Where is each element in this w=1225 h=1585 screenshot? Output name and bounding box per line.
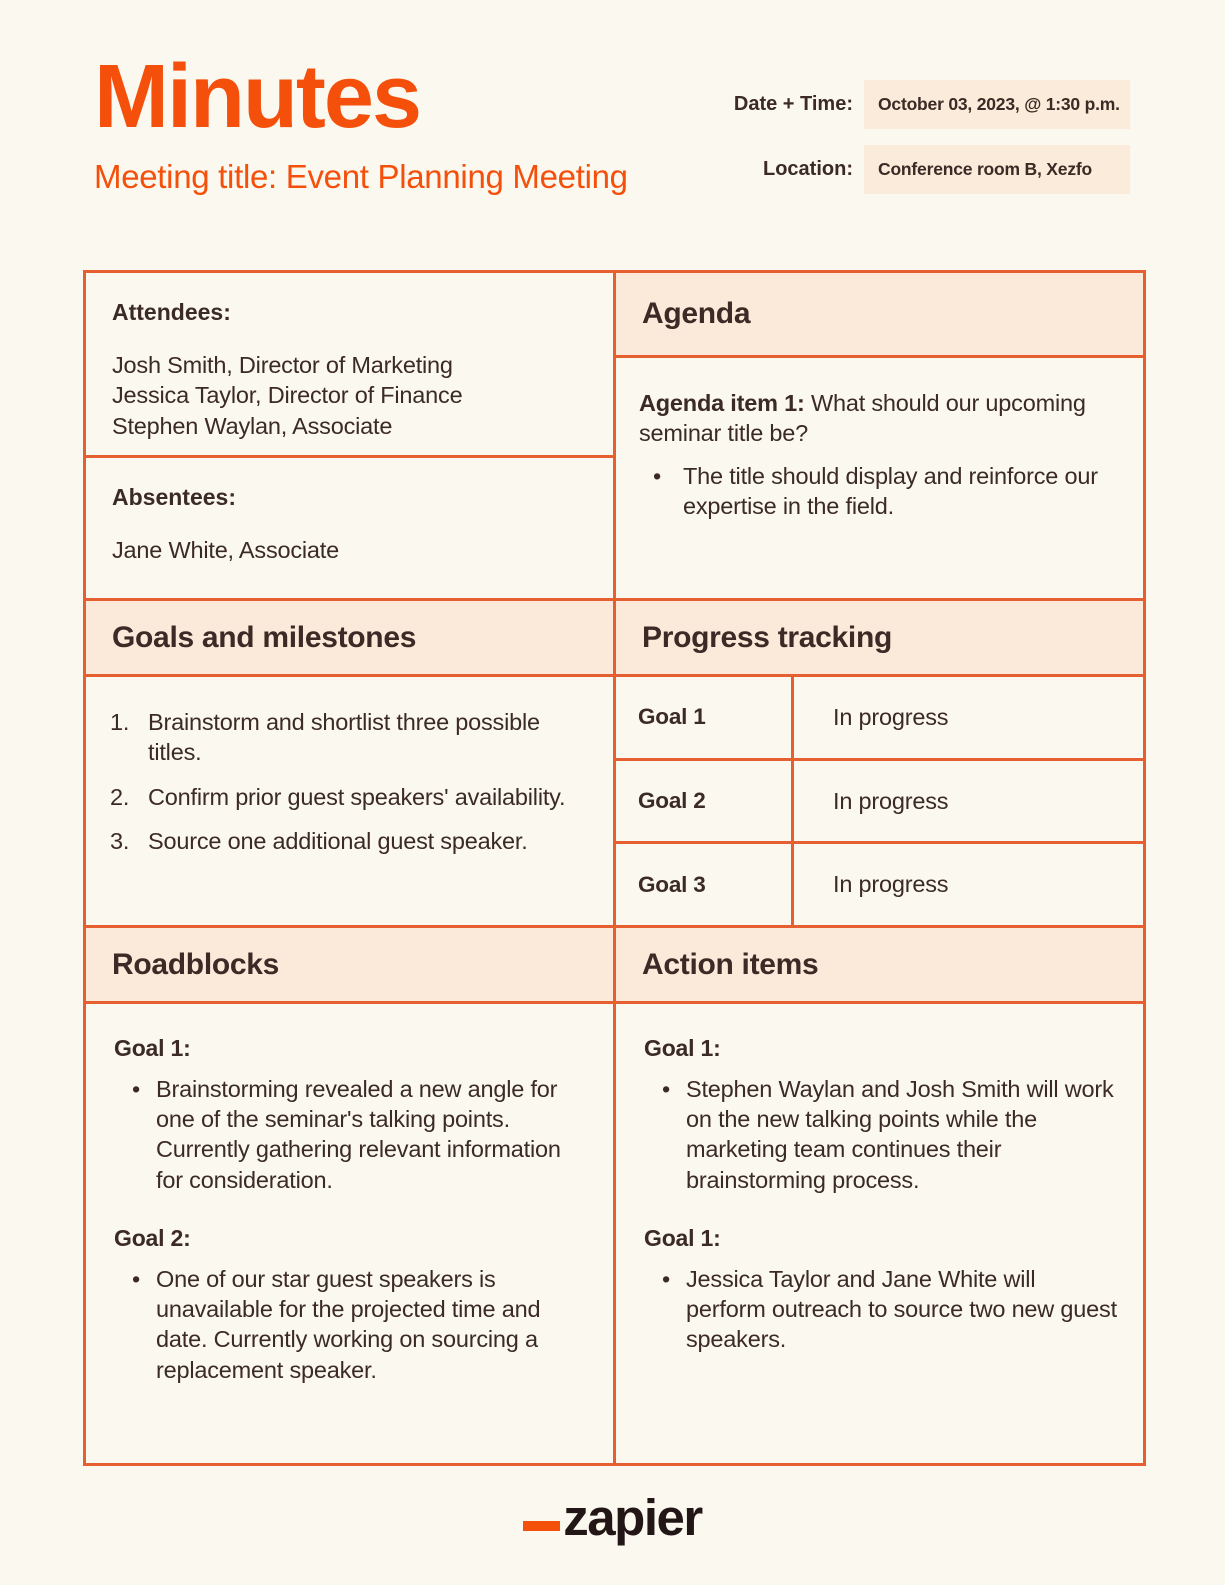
agenda-header bbox=[613, 270, 1146, 358]
roadblock-bullet bbox=[114, 1074, 587, 1195]
goal-item bbox=[110, 707, 593, 768]
attendees-cell bbox=[83, 270, 616, 458]
bullet-marker: • bbox=[662, 1265, 671, 1292]
absentees-label: Absentees: bbox=[112, 484, 236, 510]
goal-item-text: Confirm prior guest speakers' availability. bbox=[148, 783, 566, 810]
action-goal-label: Goal 1: bbox=[644, 1035, 721, 1061]
action-items-cell bbox=[613, 1001, 1146, 1466]
goal-item-text: Source one additional guest speaker. bbox=[148, 827, 528, 854]
minutes-table bbox=[83, 270, 1146, 1466]
action-bullet bbox=[644, 1074, 1117, 1195]
progress-status-cell: In progress bbox=[833, 871, 949, 898]
roadblock-goal-label: Goal 2: bbox=[114, 1224, 191, 1251]
attendee-name: Jessica Taylor, Director of Finance bbox=[112, 382, 463, 409]
roadblocks-header bbox=[83, 925, 616, 1004]
meeting-title: Meeting title: Event Planning Meeting bbox=[94, 158, 628, 195]
bullet-marker: • bbox=[132, 1075, 141, 1102]
progress-row bbox=[616, 841, 1143, 925]
absentee-name: Jane White, Associate bbox=[112, 537, 340, 563]
location-row bbox=[734, 145, 1130, 194]
roadblock-goal-label: Goal 1: bbox=[114, 1035, 191, 1061]
goal-item-number: 2. bbox=[110, 783, 130, 810]
location-label: Location: bbox=[763, 158, 853, 180]
agenda-cell bbox=[613, 355, 1146, 601]
roadblock-bullet-text: One of our star guest speakers is unavailable for the projected time and date. Currently working on sourcing a replacement speaker. bbox=[156, 1265, 541, 1383]
progress-header bbox=[613, 598, 1146, 677]
goals-list-cell bbox=[83, 674, 616, 928]
roadblocks-cell bbox=[83, 1001, 616, 1466]
roadblock-entry bbox=[114, 1224, 587, 1385]
date-time-field[interactable]: October 03, 2023, @ 1:30 p.m. bbox=[864, 80, 1130, 129]
action-item-entry bbox=[644, 1224, 1117, 1355]
footer bbox=[0, 1489, 1225, 1546]
progress-status-cell: In progress bbox=[833, 787, 949, 814]
action-items-header-label: Action items bbox=[642, 947, 819, 981]
goal-item-number: 1. bbox=[110, 709, 130, 735]
goal-item bbox=[110, 782, 593, 812]
zapier-logo bbox=[523, 1489, 702, 1546]
left-column bbox=[83, 270, 616, 1466]
absentees-cell bbox=[83, 455, 616, 601]
progress-row bbox=[616, 758, 1143, 842]
goal-item-number: 3. bbox=[110, 827, 130, 854]
roadblock-bullet-text: Brainstorming revealed a new angle for one of the seminar's talking points. Currently gathering relevant information for consideration. bbox=[156, 1075, 561, 1193]
agenda-bullet-text: The title should display and reinforce our expertise in the field. bbox=[683, 462, 1098, 519]
roadblock-bullet bbox=[114, 1264, 587, 1385]
action-bullet-text: Jessica Taylor and Jane White will perform outreach to source two new guest speakers. bbox=[686, 1265, 1117, 1353]
date-time-label: Date + Time: bbox=[733, 93, 853, 115]
location-field[interactable]: Conference room B, Xezfo bbox=[864, 145, 1130, 194]
attendee-name: Josh Smith, Director of Marketing bbox=[112, 352, 453, 378]
agenda-bullet bbox=[639, 461, 1115, 522]
right-column bbox=[613, 270, 1146, 1466]
goal-item-text: Brainstorm and shortlist three possible titles. bbox=[148, 709, 540, 766]
action-bullet bbox=[644, 1264, 1117, 1355]
attendees-label: Attendees: bbox=[112, 299, 231, 325]
roadblocks-header-label: Roadblocks bbox=[112, 947, 280, 981]
goals-header-label: Goals and milestones bbox=[112, 620, 417, 654]
action-goal-label: Goal 1: bbox=[644, 1224, 721, 1251]
attendee-name: Stephen Waylan, Associate bbox=[112, 412, 393, 439]
zapier-logo-text: zapier bbox=[563, 1489, 702, 1546]
bullet-marker: • bbox=[132, 1265, 141, 1292]
bullet-marker: • bbox=[653, 462, 662, 489]
goals-header bbox=[83, 598, 616, 677]
date-time-row bbox=[734, 80, 1130, 129]
agenda-item bbox=[639, 388, 1115, 449]
agenda-header-label: Agenda bbox=[642, 297, 751, 330]
progress-goal-cell: Goal 2 bbox=[616, 761, 794, 842]
page-title: Minutes bbox=[94, 47, 421, 147]
progress-header-label: Progress tracking bbox=[642, 620, 893, 654]
agenda-item-label: Agenda item 1: bbox=[639, 390, 805, 416]
agenda-item-text: What should our upcoming seminar title be? bbox=[639, 390, 1086, 447]
goal-item bbox=[110, 826, 593, 856]
progress-goal-cell: Goal 3 bbox=[616, 844, 794, 925]
progress-table bbox=[613, 674, 1146, 928]
action-items-header bbox=[613, 925, 1146, 1004]
bullet-marker: • bbox=[662, 1075, 671, 1102]
roadblock-entry bbox=[114, 1034, 587, 1195]
action-item-entry bbox=[644, 1034, 1117, 1195]
progress-row bbox=[616, 677, 1143, 758]
progress-goal-cell: Goal 1 bbox=[616, 677, 794, 758]
zapier-logo-underscore bbox=[523, 1521, 560, 1531]
progress-status-cell: In progress bbox=[833, 703, 949, 730]
action-bullet-text: Stephen Waylan and Josh Smith will work on the new talking points while the marketing team continues their brainstorming process. bbox=[686, 1075, 1114, 1193]
meta-block bbox=[734, 80, 1130, 194]
title-block bbox=[94, 47, 628, 196]
